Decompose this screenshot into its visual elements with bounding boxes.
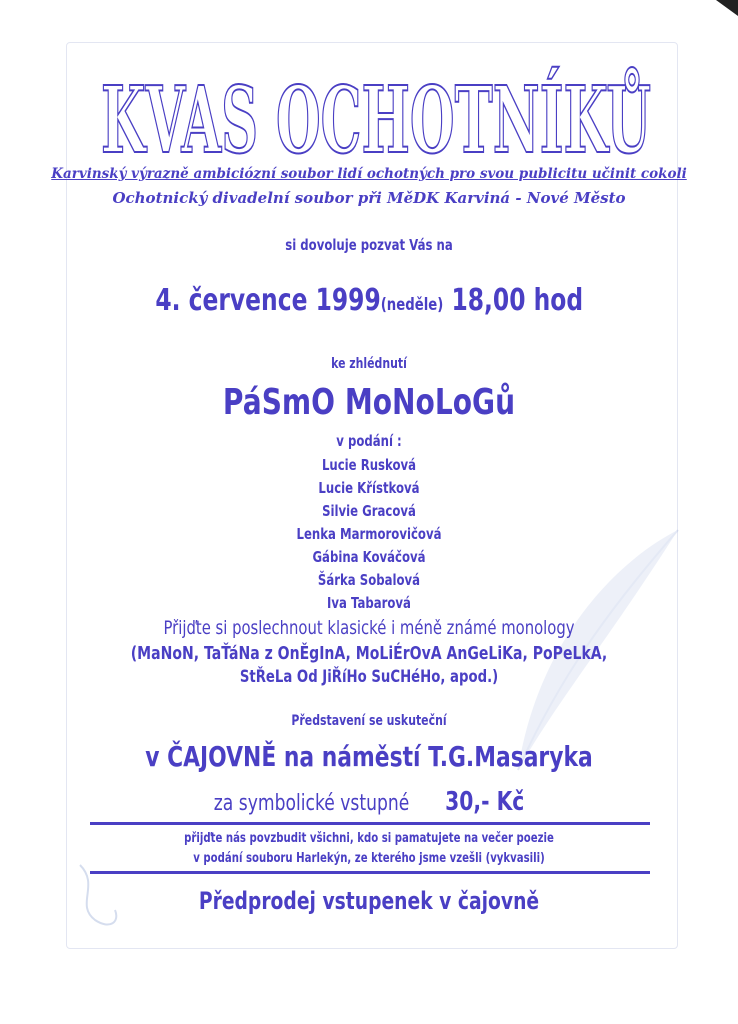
cast-member: Šárka Sobalová [317, 571, 421, 589]
description-line-1: Přijďte si poslechnout klasické i méně známé monology [163, 617, 575, 639]
price: 30,- Kč [445, 787, 525, 817]
watch-label: ke zhlédnutí [331, 356, 407, 372]
presale-notice: Předprodej vstupenek v čajovně [198, 887, 540, 915]
date: 4. července 1999 [155, 283, 381, 318]
cast-member: Iva Tabarová [327, 594, 411, 612]
time: 18,00 hod [451, 283, 583, 318]
subtitle-line-1: Karvinský výrazně ambiciózní soubor lidí ochotných pro svou publicitu učinit cokoli [51, 166, 687, 182]
price-line [0, 787, 738, 817]
date-line [0, 283, 738, 318]
description-line-2: (MaNoN, TaŤáNa z OnĚgInA, MoLiÉrOvA AnGeLiKa, PoPeLkA, [130, 643, 608, 664]
show-title: PáSmO MoNoLoGů [222, 382, 516, 423]
scan-corner [716, 0, 738, 16]
note-line-1: přijďte nás povzbudit všichni, kdo si pamatujete na večer poezie [184, 831, 554, 846]
cast-member: Lenka Marmorovičová [296, 525, 442, 543]
poster-title-logo [96, 56, 656, 164]
cast-member: Lucie Rusková [321, 456, 417, 474]
price-label: za symbolické vstupné [213, 791, 410, 816]
venue-intro: Představení se uskuteční [291, 713, 447, 729]
poster-title: KVAS OCHOTNÍKŮ [101, 66, 651, 164]
performed-by-label: v podání : [336, 432, 402, 450]
description-line-3: StŘeLa Od JiŘíHo SuCHéHo, apod.) [239, 667, 499, 687]
day: (neděle) [380, 295, 444, 315]
subtitle-line-2: Ochotnický divadelní soubor při MěDK Karviná - Nové Město [112, 189, 626, 207]
cast-member: Gábina Kováčová [312, 548, 426, 566]
note-line-2: v podání souboru Harlekýn, ze kterého jsme vzešli (vykvasili) [193, 851, 545, 866]
divider-top [90, 822, 650, 825]
invitation-intro: si dovoluje pozvat Vás na [285, 236, 453, 254]
cast-member: Silvie Gracová [322, 502, 416, 520]
cast-member: Lucie Křístková [318, 479, 420, 497]
venue-place: v ČAJOVNĚ na náměstí T.G.Masaryka [145, 740, 593, 773]
divider-bottom [90, 871, 650, 874]
